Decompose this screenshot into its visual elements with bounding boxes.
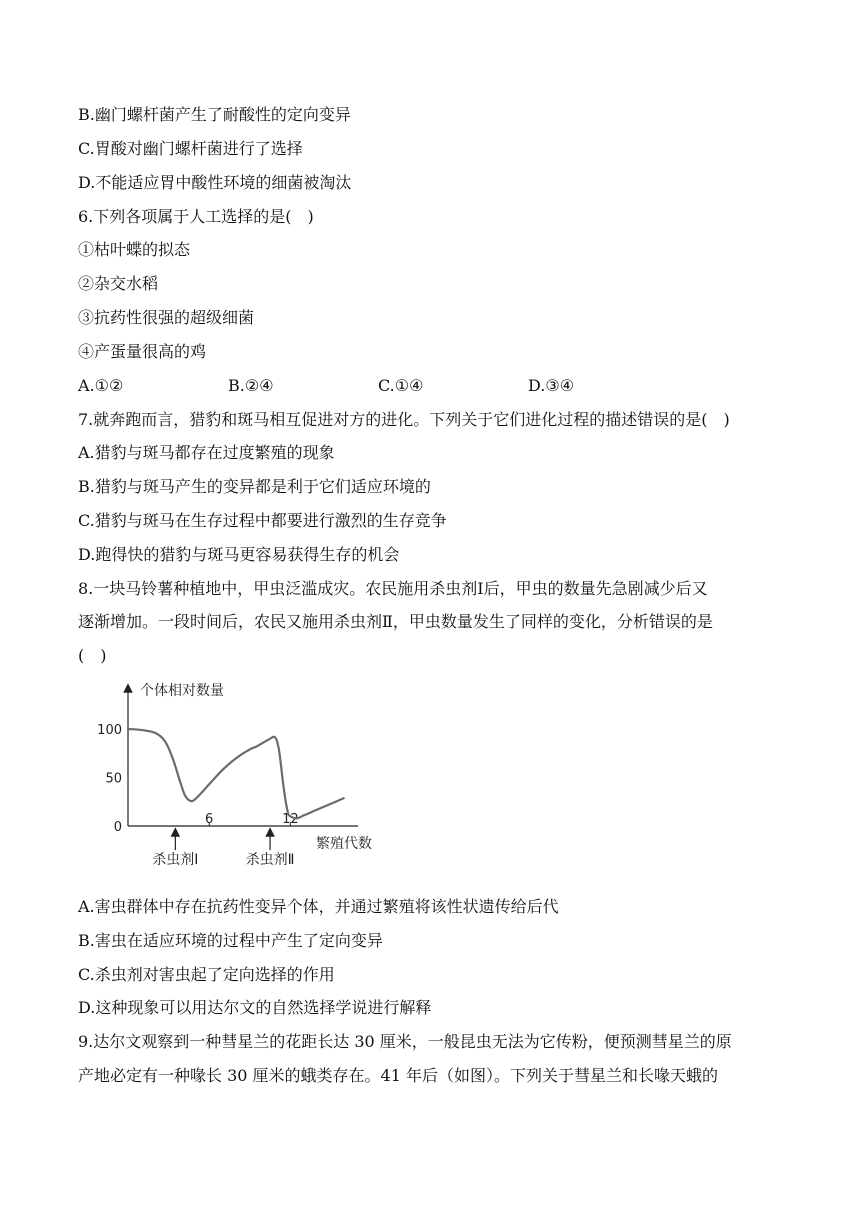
x-axis-label: 繁殖代数 xyxy=(316,836,372,852)
q6-item-2: ②杂交水稻 xyxy=(78,274,159,293)
q8-option-a: A.害虫群体中存在抗药性变异个体，并通过繁殖将该性状遗传给后代 xyxy=(78,897,559,916)
population-chart xyxy=(88,676,388,868)
q7-option-d: D.跑得快的猎豹与斑马更容易获得生存的机会 xyxy=(78,545,400,564)
q7-option-c: C.猎豹与斑马在生存过程中都要进行激烈的生存竞争 xyxy=(78,511,447,530)
q6-option-b: B.②④ xyxy=(228,376,274,395)
population-curve xyxy=(128,729,345,818)
y-tick-label: 0 xyxy=(113,820,122,835)
q7-option-a: A.猎豹与斑马都存在过度繁殖的现象 xyxy=(78,443,335,462)
q7-option-b: B.猎豹与斑马产生的变异都是利于它们适应环境的 xyxy=(78,477,431,496)
q8-option-b: B.害虫在适应环境的过程中产生了定向变异 xyxy=(78,931,383,950)
q6-item-3: ③抗药性很强的超级细菌 xyxy=(78,308,255,327)
q6-option-a: A.①② xyxy=(78,376,124,395)
q5-option-c: C.胃酸对幽门螺杆菌进行了选择 xyxy=(78,139,303,158)
q9-stem-line-2: 产地必定有一种喙长 30 厘米的蛾类存在。41 年后（如图）。下列关于彗星兰和长喙天蛾的 xyxy=(78,1066,718,1085)
y-tick-label: 50 xyxy=(105,771,122,787)
q8-stem-line-3: ( ) xyxy=(78,646,107,665)
q9-stem-line-1: 9.达尔文观察到一种彗星兰的花距长达 30 厘米，一般昆虫无法为它传粉，便预测彗星兰的原 xyxy=(78,1032,732,1051)
y-axis-label: 个体相对数量 xyxy=(140,683,224,699)
annotation-label: 杀虫剂Ⅰ xyxy=(152,852,199,868)
q8-option-d: D.这种现象可以用达尔文的自然选择学说进行解释 xyxy=(78,998,432,1017)
q5-option-d: D.不能适应胃中酸性环境的细菌被淘汰 xyxy=(78,173,352,192)
q6-option-c: C.①④ xyxy=(378,376,424,395)
q8-stem-line-2: 逐渐增加。一段时间后，农民又施用杀虫剂Ⅱ，甲虫数量发生了同样的变化，分析错误的是 xyxy=(78,612,713,631)
q6-item-4: ④产蛋量很高的鸡 xyxy=(78,342,207,361)
annotation-label: 杀虫剂Ⅱ xyxy=(245,852,295,868)
q6-item-1: ①枯叶蝶的拟态 xyxy=(78,240,191,259)
q6-option-d: D.③④ xyxy=(528,376,575,395)
y-tick-label: 100 xyxy=(97,723,122,738)
q8-option-c: C.杀虫剂对害虫起了定向选择的作用 xyxy=(78,965,335,984)
q7-stem: 7.就奔跑而言，猎豹和斑马相互促进对方的进化。下列关于它们进化过程的描述错误的是( ) xyxy=(78,410,730,429)
q8-stem-line-1: 8.一块马铃薯种植地中，甲虫泛滥成灾。农民施用杀虫剂Ⅰ后，甲虫的数量先急剧减少后又 xyxy=(78,579,708,598)
x-tick-label: 12 xyxy=(282,812,299,827)
q6-stem: 6.下列各项属于人工选择的是( ) xyxy=(78,207,314,226)
x-tick-label: 6 xyxy=(205,812,214,827)
q5-option-b: B.幽门螺杆菌产生了耐酸性的定向变异 xyxy=(78,105,351,124)
